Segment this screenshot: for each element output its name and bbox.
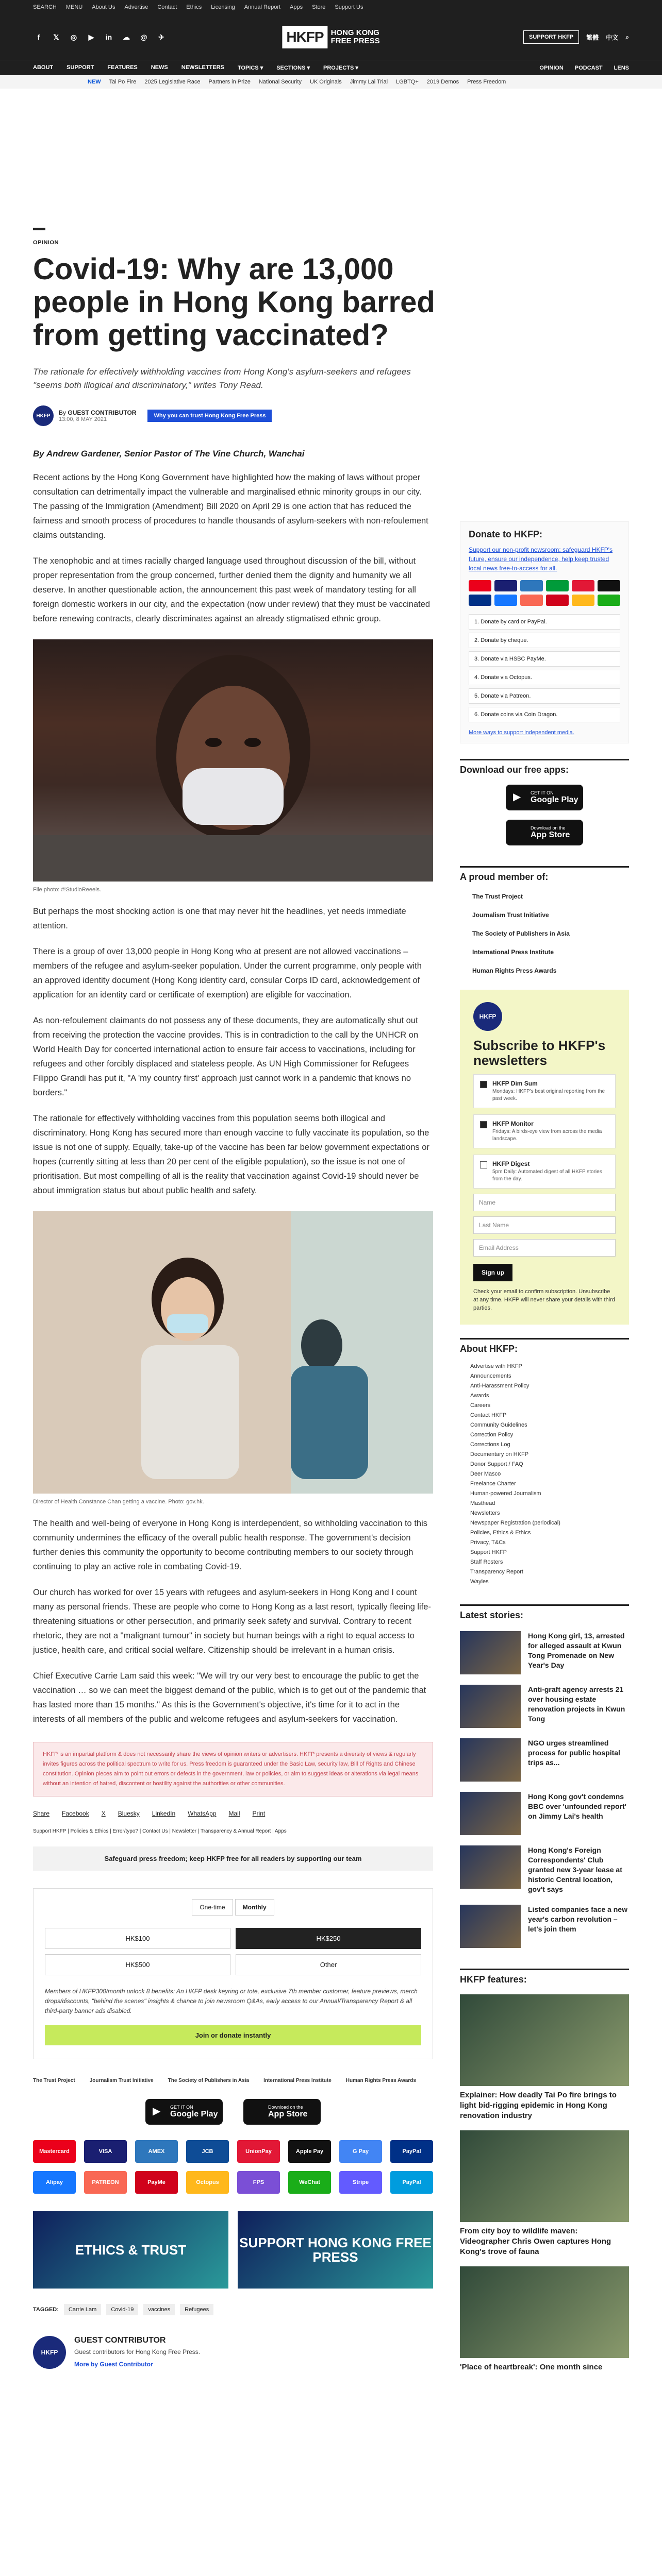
author-name[interactable]: GUEST CONTRIBUTOR [68, 409, 137, 416]
sidebar-member-title: A proud member of: [460, 866, 629, 883]
x-icon[interactable]: 𝕏 [53, 32, 59, 41]
payment-logo: JCB [186, 2140, 229, 2163]
photo-illustration [33, 1211, 433, 1494]
utility-link[interactable]: About Us [92, 4, 115, 10]
share-link[interactable]: Bluesky [118, 1810, 140, 1817]
about-link[interactable]: Masthead [470, 1500, 495, 1506]
tag-list [33, 2304, 433, 2315]
member-logo[interactable]: Human Rights Press Awards [472, 967, 557, 974]
ticker-item[interactable]: UK Originals [309, 79, 342, 85]
ethics-banner[interactable]: ETHICS & TRUST [33, 2211, 228, 2289]
amount-option[interactable]: HK$500 [45, 1954, 230, 1975]
payment-logo: PayPal [390, 2171, 433, 2194]
photo-caption: File photo: #!StudioReeels. [33, 887, 102, 893]
share-link[interactable]: LinkedIn [152, 1810, 176, 1817]
sign-up-button[interactable]: Sign up [473, 1264, 512, 1281]
tagged-label: TAGGED: [33, 2307, 59, 2313]
sidebar-apps [460, 759, 629, 845]
more-ways-link[interactable]: More ways to support independent media. [469, 730, 574, 736]
utility-links [92, 4, 363, 10]
nav-item[interactable]: FEATURES [107, 64, 138, 71]
app-store-badges [33, 2099, 433, 2125]
donate-option[interactable]: 2. Donate by cheque. [469, 633, 620, 648]
paragraph: Chief Executive Carrie Lam said this week: "We will try our very best to encourage the public to get the vaccination … so we can meet the biggest demand of the public, which is to get out of the pandemic that has lasted more than 15 months." As this is the Government's objective, it's time for it to act in the interests of all members of the public and welcome refugees and asylum-seekers for vaccination. [33, 1671, 426, 1724]
google-play-badge[interactable]: ▶ GET IT ON Google Play [506, 785, 583, 810]
partner-logo[interactable]: International Press Institute [263, 2078, 332, 2083]
payment-card-icons [469, 580, 620, 606]
about-link[interactable]: Transparency Report [470, 1569, 523, 1575]
about-link[interactable]: Donor Support / FAQ [470, 1461, 523, 1467]
newsletter-note: Check your email to confirm subscription. Unsubscribe at any time. HKFP will never share your details with third parties. [473, 1289, 615, 1311]
article [33, 89, 433, 2372]
nav-item[interactable]: SECTIONS ▾ [276, 65, 310, 71]
donation-widget [33, 1888, 433, 2059]
nav-item[interactable]: SUPPORT [67, 64, 94, 71]
partner-logo[interactable]: The Society of Publishers in Asia [168, 2078, 250, 2083]
author-box-desc: Guest contributors for Hong Kong Free Press. [74, 2348, 201, 2355]
lang-switch-traditional[interactable]: 繁體 [586, 33, 599, 41]
facebook-icon[interactable]: f [37, 33, 40, 41]
features-list [460, 1994, 629, 2372]
sidebar-latest [460, 1604, 629, 1948]
ticker-new-badge: NEW [88, 79, 101, 85]
safeguard-banner[interactable]: Safeguard press freedom; keep HKFP free for all readers by supporting our team [33, 1846, 433, 1871]
about-links [460, 1362, 629, 1587]
member-benefits-text: Members of HKFP300/month unlock 8 benefits: An HKFP desk keyring or tote, exclusive 7th member customer, feature previews, merch drops/discounts, "behind the scenes" insights & chance to join newsroom Q&As, early access to our Annual/Transparency Report & all third-party banner ads disabled. [45, 1988, 418, 2014]
sidebar-about [460, 1338, 629, 1587]
paragraph: Recent actions by the Hong Kong Government have highlighted how the making of laws without proper consultation can detrimentally impact the vulnerable and marginalised ethnic minority groups in our city. The passing of the Immigration (Amendment) Bill 2020 on April 29 is one action that has reduced the fairness and smooth process of procedures to handle thousands of asylum-seekers with non-refoulement claims outstanding. [33, 473, 428, 540]
ticker-item[interactable]: Tai Po Fire [109, 79, 137, 85]
author-avatar[interactable]: HKFP [33, 405, 54, 426]
google-play-icon: ▶ [153, 2106, 161, 2117]
sidebar-latest-title: Latest stories: [460, 1604, 629, 1621]
about-link[interactable]: Correction Policy [470, 1432, 514, 1438]
payment-methods [33, 2140, 433, 2194]
paragraph: The rationale for effectively withholding vaccines from this population seems both illogical and discriminatory. Hong Kong has secured more than enough vaccine to fully vaccinate its population, so the issue is not one of supply. Equally, take-up of the vaccine has been far below government expectations or hopes (currently sitting at less than 20 per cent of the eligible population), so the issue is not one of prioritisation. But most compelling of all is the reality that vaccination against Covid-19 should never be about immigration status but about public health and safety. [33, 1114, 429, 1195]
tag[interactable]: Refugees [180, 2304, 213, 2315]
donate-option[interactable]: 5. Donate via Patreon. [469, 688, 620, 704]
bluesky-icon[interactable]: ☁ [123, 32, 130, 41]
latest-story[interactable] [460, 1738, 629, 1782]
youtube-icon[interactable]: ▶ [88, 32, 94, 41]
nav-item[interactable]: NEWSLETTERS [181, 64, 224, 71]
tab-monthly[interactable]: Monthly [235, 1899, 274, 1916]
about-link[interactable]: Documentary on HKFP [470, 1451, 529, 1458]
ticker-item[interactable]: 2019 Demos [426, 79, 459, 85]
donate-option[interactable]: 1. Donate by card or PayPal. [469, 614, 620, 630]
sidebar-features-title: HKFP features: [460, 1969, 629, 1985]
story-thumbnail[interactable] [460, 1905, 521, 1948]
sidebar-apps-title: Download our free apps: [460, 759, 629, 775]
support-hkfp-button[interactable]: SUPPORT HKFP [523, 30, 579, 44]
trust-button[interactable]: Why you can trust Hong Kong Free Press [147, 410, 272, 422]
feature-image[interactable] [460, 2130, 629, 2222]
tag[interactable]: Carrie Lam [64, 2304, 101, 2315]
share-link[interactable]: Share [33, 1810, 50, 1817]
checkbox-checked[interactable] [480, 1081, 487, 1088]
payment-logo: FPS [237, 2171, 280, 2194]
about-link[interactable]: Policies, Ethics & Ethics [470, 1530, 531, 1536]
utility-link[interactable]: Contact [157, 4, 177, 10]
about-link[interactable]: Contact HKFP [470, 1412, 507, 1418]
donate-options [469, 614, 620, 722]
ticker-item[interactable]: 2025 Legislative Race [144, 79, 201, 85]
article-photo-vaccination [33, 1211, 433, 1494]
tab-one-time[interactable]: One-time [192, 1899, 233, 1916]
about-link[interactable]: Community Guidelines [470, 1422, 527, 1428]
member-logos [460, 893, 629, 974]
kicker-rule [33, 228, 45, 230]
author-box [33, 2336, 433, 2369]
about-link[interactable]: Wayles [470, 1579, 489, 1585]
feature-image[interactable] [460, 2266, 629, 2358]
payment-logo: VISA [84, 2140, 127, 2163]
feature-headline[interactable]: Explainer: How deadly Tai Po fire brings to light bid-rigging epidemic in Hong Kong renovation industry [460, 2091, 617, 2120]
amount-option-selected[interactable]: HK$250 [236, 1928, 421, 1949]
story-thumbnail[interactable] [460, 1845, 521, 1889]
search-icon[interactable]: ⌕ [625, 33, 629, 41]
payment-logo: G Pay [339, 2140, 382, 2163]
app-store-badge[interactable]: Download on the App Store [243, 2099, 321, 2125]
story-headline[interactable]: Hong Kong's Foreign Correspondents' Club granted new 3-year lease at historic Central location, gov't says [528, 1846, 622, 1893]
newsletter-title: Subscribe to HKFP's newsletters [473, 1038, 606, 1068]
partner-logo[interactable]: Human Rights Press Awards [345, 2078, 416, 2083]
about-link[interactable]: Freelance Charter [470, 1481, 516, 1487]
story-thumbnail[interactable] [460, 1631, 521, 1674]
menu-link[interactable]: MENU [65, 4, 83, 10]
sidebar-memberships [460, 866, 629, 974]
payment-logo: Alipay [33, 2171, 76, 2194]
latest-story[interactable] [460, 1905, 629, 1948]
paragraph: As non-refoulement claimants do not possess any of these documents, they are automatically shut out from receiving the protection the vaccine provides. This is in contradiction to the call by the UNHCR on World Health Day for concerted international action to ensure fair access to vaccinations, including for refugees and other forcibly displaced and stateless people. As UN High Commissioner for Refugees Filippo Grandi has put it, "A 'my country first' approach just cannot work in a pandemic that knows no borders." [33, 1016, 419, 1097]
story-thumbnail[interactable] [460, 1738, 521, 1782]
tag[interactable]: vaccines [143, 2304, 175, 2315]
share-link[interactable]: X [101, 1810, 106, 1817]
more-by-author-link[interactable]: More by Guest Contributor [74, 2361, 153, 2368]
author-avatar[interactable]: HKFP [33, 2336, 66, 2369]
paragraph: Our church has worked for over 15 years with refugees and asylum-seekers in Hong Kong and I count many as personal friends. These are people who come to Hong Kong as a last resort, typically fleeing life-threatening situations or other persecution, and primarily seek safety and survival. Contrary to recent rhetoric, they are not a "malignant tumour" in society but human beings with a right to equal access to justice, health care, and critical social welfare. Citizenship should be irrelevant in a human crisis. [33, 1588, 431, 1655]
story-thumbnail[interactable] [460, 1792, 521, 1835]
paragraph: The health and well-being of everyone in Hong Kong is interdependent, so withholding vaccination to this community undermines the efficacy of the overall public health response. The government's decision further denies this community the opportunity to become contributing members to our society through continuing to play an active role in combating Covid-19. [33, 1519, 427, 1571]
google-play-icon: ▶ [513, 791, 521, 803]
feature-story[interactable] [460, 2130, 629, 2257]
share-link[interactable]: Facebook [62, 1810, 89, 1817]
share-link[interactable]: Print [252, 1810, 266, 1817]
partner-logos [33, 2078, 433, 2083]
site-header [0, 14, 662, 60]
threads-icon[interactable]: @ [140, 33, 147, 41]
payment-logo: Stripe [339, 2171, 382, 2194]
byline: HKFP By GUEST CONTRIBUTOR 13:00, 8 MAY 2021 Why you can trust Hong Kong Free Press [33, 405, 433, 426]
linkedin-icon[interactable]: in [105, 33, 112, 41]
ticker-items [109, 79, 506, 85]
about-link[interactable]: Advertise with HKFP [470, 1363, 522, 1369]
story-headline[interactable]: Listed companies face a new year's carbon revolution – let's join them [528, 1905, 627, 1933]
newsletter-signup [460, 990, 629, 1325]
promo-banners [33, 2211, 433, 2289]
utility-link[interactable]: Support Us [335, 4, 363, 10]
logo-text: HONG KONG FREE PRESS [330, 28, 380, 45]
utility-link[interactable]: Annual Report [244, 4, 281, 10]
utility-link[interactable]: Licensing [211, 4, 235, 10]
story-headline[interactable]: Anti-graft agency arrests 21 over housing estate renovation projects in Kwun Tong [528, 1685, 625, 1723]
article-photo-nurse [33, 639, 433, 882]
story-headline[interactable]: Hong Kong girl, 13, arrested for alleged assault at Kwun Tong Promenade on New Year's Day [528, 1632, 625, 1669]
support-banner[interactable]: SUPPORT HONG KONG FREE PRESS [238, 2211, 433, 2289]
nav-item[interactable]: PROJECTS ▾ [323, 65, 358, 71]
utility-link[interactable]: Store [312, 4, 326, 10]
last-name-input[interactable]: Last Name [473, 1216, 616, 1234]
partner-logo[interactable]: The Trust Project [33, 2078, 75, 2083]
opinion-disclaimer: HKFP is an impartial platform & does not necessarily share the views of opinion writers or advertisers. HKFP presents a diversity of views & regularly invites figures across the political spectrum to write for us. Press freedom is guaranteed under the Basic Law, security law, Bill of Rights and Chinese constitution. Opinion pieces aim to point out errors or defects in the government, law or policies, or aim to suggest ideas or alterations via legal means without an intention of hatred, discontent or hostility against the authorities or other communities. [33, 1742, 433, 1797]
nav-item[interactable]: ABOUT [33, 64, 54, 71]
header-actions [523, 30, 629, 44]
payment-logo: Apple Pay [288, 2140, 331, 2163]
partner-logo[interactable]: Journalism Trust Initiative [89, 2078, 154, 2083]
apple-icon [251, 2105, 263, 2117]
about-link[interactable]: Newsletters [470, 1510, 500, 1516]
instagram-icon[interactable]: ◎ [70, 32, 77, 41]
article-deck: The rationale for effectively withholding vaccines from Hong Kong's asylum-seekers and refugees "seems both illogical and discriminatory," writes Tony Read. [33, 367, 411, 390]
paragraph: But perhaps the most shocking action is one that may never hit the headlines, yet needs immediate attention. [33, 907, 406, 930]
nav-items [33, 64, 358, 71]
app-store-badge[interactable]: Download on the App Store [506, 820, 583, 845]
ticker-item[interactable]: National Security [258, 79, 302, 85]
utility-link[interactable]: Ethics [186, 4, 202, 10]
about-link[interactable]: Awards [470, 1393, 489, 1399]
article-kicker[interactable]: OPINION [33, 240, 59, 246]
nav-right [539, 65, 629, 71]
member-logo[interactable]: International Press Institute [472, 948, 554, 956]
donate-option[interactable]: 4. Donate via Octopus. [469, 670, 620, 685]
utility-link[interactable]: Advertise [124, 4, 148, 10]
donate-option[interactable]: 3. Donate via HSBC PayMe. [469, 651, 620, 667]
about-link[interactable]: Human-powered Journalism [470, 1490, 541, 1497]
about-link[interactable]: Newspaper Registration (periodical) [470, 1520, 560, 1526]
payment-logo: PayMe [135, 2171, 178, 2194]
google-play-badge[interactable]: ▶ GET IT ON Google Play [145, 2099, 223, 2125]
sidebar-donate-title: Donate to HKFP: [469, 529, 542, 539]
checkbox-checked[interactable] [480, 1121, 487, 1128]
payment-logo: PayPal [390, 2140, 433, 2163]
checkbox-unchecked[interactable] [480, 1161, 487, 1168]
member-logo[interactable]: The Society of Publishers in Asia [472, 930, 570, 937]
story-headline[interactable]: Hong Kong gov't condemns BBC over 'unfounded report' on Jimmy Lai's health [528, 1792, 626, 1820]
nav-item[interactable]: TOPICS ▾ [237, 65, 263, 71]
paragraph: The xenophobic and at times racially charged language used throughout discussion of the bill, without proper representation from the group concerned, further denied them the dignity and humanity we all deserve. In another questionable action, the announcement this past week of mandatory testing for all foreign domestic workers in our city, and the expectation (now under review) that they must be vaccinated before renewing contracts, clearly discriminates against an already stigmatised ethnic group. [33, 556, 431, 623]
author-line: By Andrew Gardener, Senior Pastor of The Vine Church, Wanchai [33, 449, 305, 459]
about-link[interactable]: Deer Masco [470, 1471, 501, 1477]
amount-option[interactable]: HK$100 [45, 1928, 230, 1949]
search-link[interactable]: SEARCH [33, 4, 57, 10]
telegram-icon[interactable]: ✈ [158, 32, 164, 41]
payment-logo: Mastercard [33, 2140, 76, 2163]
article-title: Covid-19: Why are 13,000 people in Hong Kong barred from getting vaccinated? [33, 252, 435, 352]
about-link[interactable]: Anti-Harassment Policy [470, 1383, 529, 1389]
photo-illustration [33, 639, 433, 882]
feature-headline[interactable]: 'Place of heartbreak': One month since [460, 2363, 603, 2371]
sidebar-donate [460, 521, 629, 743]
join-donate-button[interactable]: Join or donate instantly [45, 2025, 421, 2045]
sidebar-donate-text: Support our non-profit newsroom: safeguard HKFP's future, ensure our independence, help keep trusted local news free-to-access for all. [469, 546, 613, 572]
feature-story[interactable] [460, 2266, 629, 2372]
photo-caption: Director of Health Constance Chan getting a vaccine. Photo: gov.hk. [33, 1499, 204, 1505]
payment-logo: UnionPay [237, 2140, 280, 2163]
utility-bar [0, 0, 662, 14]
donation-amounts [45, 1928, 421, 1975]
sidebar-about-title: About HKFP: [460, 1338, 629, 1354]
member-logo[interactable]: The Trust Project [472, 893, 523, 900]
lang-switch-chinese[interactable]: 中文 [606, 33, 619, 41]
share-bar [33, 1810, 433, 1817]
about-link[interactable]: Staff Rosters [470, 1559, 503, 1565]
ticker-item[interactable]: Jimmy Lai Trial [350, 79, 388, 85]
amount-option-other[interactable]: Other [236, 1954, 421, 1975]
nav-item[interactable]: PODCAST [574, 64, 603, 71]
payment-logo: PATREON [84, 2171, 127, 2194]
ticker-item[interactable]: Press Freedom [467, 79, 506, 85]
about-link[interactable]: Careers [470, 1402, 491, 1409]
article-footer-links[interactable]: Support HKFP | Policies & Ethics | Error/typo? | Contact Us | Newsletter | Transparency & Annual Report | Apps [33, 1828, 287, 1834]
feature-story[interactable] [460, 1994, 629, 2121]
payment-logo: AMEX [135, 2140, 178, 2163]
latest-story[interactable] [460, 1631, 629, 1674]
donate-option[interactable]: 6. Donate coins via Coin Dragon. [469, 707, 620, 722]
share-link[interactable]: Mail [228, 1810, 240, 1817]
donation-frequency-tabs [45, 1899, 421, 1916]
nav-item[interactable]: OPINION [539, 64, 564, 71]
newsletter-option[interactable]: HKFP Monitor Fridays: A birds-eye view from across the media landscape. [473, 1114, 616, 1148]
email-input[interactable]: Email Address [473, 1239, 616, 1257]
apple-icon [513, 826, 525, 838]
tag[interactable]: Covid-19 [106, 2304, 138, 2315]
feature-headline[interactable]: From city boy to wildlife maven: Videographer Chris Owen captures Hong Kong's trove of fauna [460, 2227, 611, 2256]
feature-image[interactable] [460, 1994, 629, 2086]
member-logo[interactable]: Journalism Trust Initiative [472, 911, 549, 919]
ticker-item[interactable]: Partners in Prize [208, 79, 251, 85]
site-logo[interactable] [282, 26, 379, 48]
latest-story[interactable] [460, 1845, 629, 1894]
newsletter-badge: HKFP [473, 1002, 502, 1031]
nav-item[interactable]: NEWS [151, 64, 168, 71]
newsletter-option[interactable]: HKFP Digest 5pm Daily: Automated digest of all HKFP stories from the day. [473, 1155, 616, 1189]
publish-date: 13:00, 8 MAY 2021 [59, 416, 107, 422]
story-thumbnail[interactable] [460, 1685, 521, 1728]
about-link[interactable]: Corrections Log [470, 1442, 510, 1448]
author-box-name[interactable]: GUEST CONTRIBUTOR [74, 2336, 166, 2345]
about-link[interactable]: Announcements [470, 1373, 511, 1379]
topic-ticker [0, 75, 662, 89]
main-nav [0, 60, 662, 75]
newsletter-option[interactable]: HKFP Dim Sum Mondays: HKFP's best original reporting from the past week. [473, 1074, 616, 1108]
payment-logo: Octopus [186, 2171, 229, 2194]
share-link[interactable]: WhatsApp [188, 1810, 217, 1817]
first-name-input[interactable]: Name [473, 1194, 616, 1211]
sidebar-features [460, 1969, 629, 2372]
social-icons [33, 31, 167, 43]
logo-mark: HKFP [282, 26, 327, 48]
about-link[interactable]: Support HKFP [470, 1549, 507, 1555]
latest-list [460, 1631, 629, 1948]
sidebar [460, 89, 629, 2372]
about-link[interactable]: Privacy, T&Cs [470, 1539, 506, 1546]
utility-link[interactable]: Apps [290, 4, 303, 10]
latest-story[interactable] [460, 1685, 629, 1728]
story-headline[interactable]: NGO urges streamlined process for public hospital trips as... [528, 1739, 620, 1767]
latest-story[interactable] [460, 1792, 629, 1835]
nav-item[interactable]: LENS [614, 64, 629, 71]
ticker-item[interactable]: LGBTQ+ [396, 79, 419, 85]
paragraph: There is a group of over 13,000 people in Hong Kong who at present are not allowed vaccinations – members of the refugee and asylum-seeker population. Under the current programme, only people with an approved identity document (Hong Kong identity card, consular Corps ID card, acknowledgement of application for an identity card or certificate of exemption) are eligible for vaccination. [33, 947, 422, 999]
payment-logo: WeChat [288, 2171, 331, 2194]
